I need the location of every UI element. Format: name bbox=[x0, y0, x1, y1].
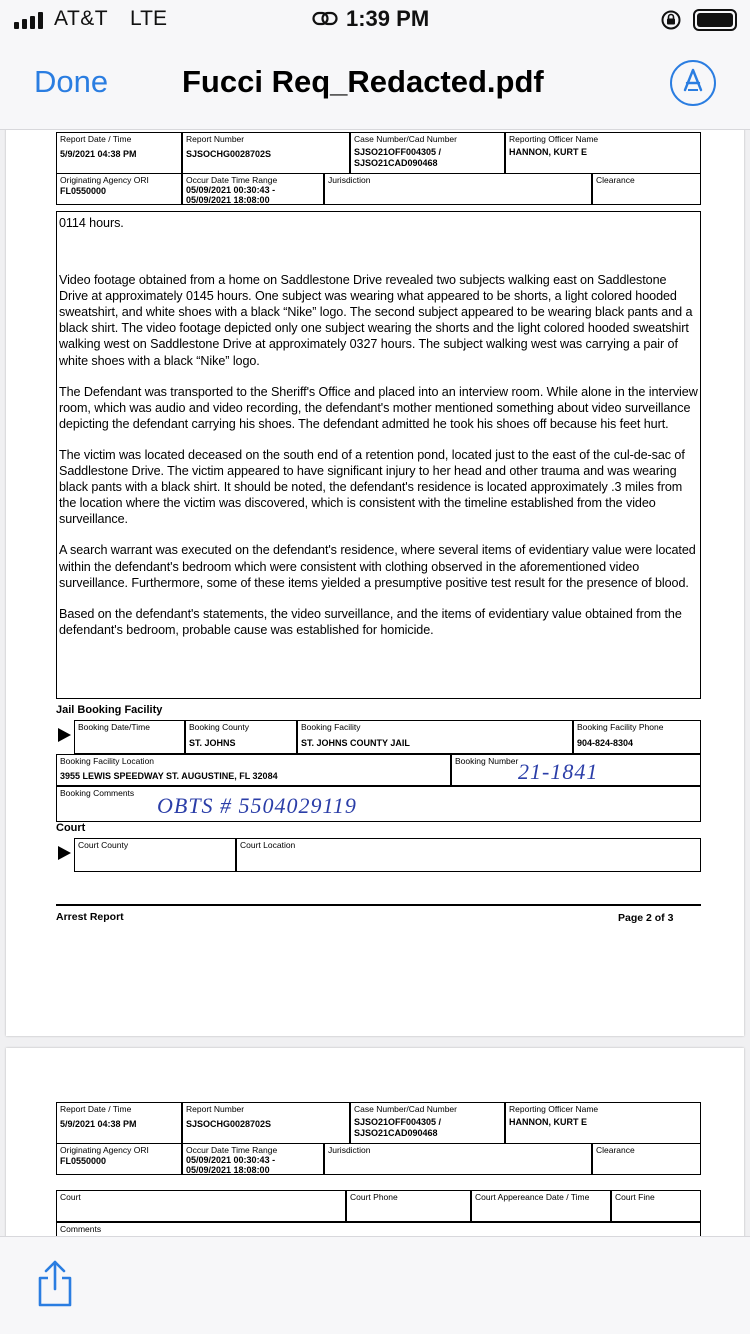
report-number-cell bbox=[182, 132, 350, 174]
report-number-cell bbox=[182, 1102, 350, 1144]
clearance-cell bbox=[592, 173, 701, 205]
narrative-paragraph: 0114 hours. bbox=[59, 216, 124, 230]
pdf-page-3 bbox=[6, 1048, 744, 1236]
done-button[interactable]: Done bbox=[34, 64, 109, 99]
status-bar bbox=[0, 0, 750, 40]
case-number-cell bbox=[350, 1102, 505, 1144]
court-appearance-cell bbox=[471, 1190, 611, 1222]
court-county-cell bbox=[74, 838, 236, 872]
court-section-title: Court bbox=[56, 822, 86, 834]
rotation-lock-icon bbox=[660, 9, 682, 31]
booking-facility-value: ST. JOHNS COUNTY JAIL bbox=[301, 738, 410, 748]
field-label: Court County bbox=[78, 840, 129, 850]
page-number: Page 2 of 3 bbox=[618, 912, 674, 924]
narrative-paragraph: A search warrant was executed on the defendant's residence, where several items of evidentiary value were located within the defendant's bedroom which were consistent with clothing observed in the aforementioned video surveillance. Furthermore, some of these items yielded a presumptive positive test result for the presence of blood. bbox=[59, 543, 696, 590]
booking-location-value: 3955 LEWIS SPEEDWAY ST. AUGUSTINE, FL 32084 bbox=[60, 771, 278, 781]
battery-icon bbox=[693, 9, 737, 31]
share-icon[interactable] bbox=[34, 1259, 76, 1309]
field-label: Jurisdiction bbox=[328, 175, 371, 185]
field-label: Originating Agency ORI bbox=[60, 1145, 149, 1155]
report-date-value: 5/9/2021 04:38 PM bbox=[60, 1119, 137, 1129]
field-label: Booking Date/Time bbox=[78, 722, 150, 732]
footer-left: Arrest Report bbox=[56, 911, 124, 923]
court-location-cell bbox=[236, 838, 701, 872]
narrative-paragraph: Based on the defendant's statements, the video surveillance, and the items of evidentiary value obtained from the defendant's bedroom, probable cause was established for homicide. bbox=[59, 606, 682, 637]
nav-bar bbox=[0, 40, 750, 130]
report-number-value: SJSOCHG0028702S bbox=[186, 1119, 272, 1129]
field-label: Booking Facility Location bbox=[60, 756, 155, 766]
pdf-page-2 bbox=[6, 130, 744, 1036]
court-fine-cell bbox=[611, 1190, 701, 1222]
report-date-cell bbox=[56, 1102, 182, 1144]
occur-start-value: 05/09/2021 00:30:43 - bbox=[186, 1155, 276, 1165]
report-number-value: SJSOCHG0028702S bbox=[186, 149, 272, 159]
case-number-cell bbox=[350, 132, 505, 174]
markup-pen-icon bbox=[681, 68, 705, 98]
court-phone-cell bbox=[346, 1190, 471, 1222]
clock: 1:39 PM bbox=[346, 6, 430, 31]
field-label: Comments bbox=[60, 1224, 102, 1234]
occur-start-value: 05/09/2021 00:30:43 - bbox=[186, 185, 276, 195]
occur-range-cell bbox=[182, 173, 324, 205]
link-icon bbox=[312, 9, 338, 29]
field-label: Court Phone bbox=[350, 1192, 398, 1202]
occur-range-cell bbox=[182, 1143, 324, 1175]
agency-cell bbox=[56, 173, 182, 205]
field-label: Report Date / Time bbox=[60, 134, 132, 144]
handwritten-obts-number: OBTS # 5504029119 bbox=[157, 793, 357, 818]
officer-cell bbox=[505, 132, 701, 174]
case-number-value: SJSO21OFF004305 / bbox=[354, 147, 442, 157]
field-label: Booking Number bbox=[455, 756, 519, 766]
booking-facility-cell bbox=[297, 720, 573, 754]
booking-comments-cell bbox=[56, 786, 701, 822]
booking-county-cell bbox=[185, 720, 297, 754]
narrative-paragraph: Video footage obtained from a home on Saddlestone Drive revealed two subjects walking east on Saddlestone Drive at approximately 0145 hours. One subject was wearing what appeared to be shorts, a light colored hooded sweatshirt, and white shoes with a black “Nike” logo. The second subject appeared to be wearing black pants and a black shirt. The video footage depicted only one subject wearing the shorts and the light colored hooded sweatshirt walking west on Saddlestone Drive at approximately 0327 hours. The subject walking west was carrying a pair of white shoes with a black “Nike” logo. bbox=[59, 273, 693, 368]
handwritten-booking-number: 21-1841 bbox=[518, 759, 599, 784]
field-label: Occur Date Time Range bbox=[186, 175, 278, 185]
jurisdiction-cell bbox=[324, 173, 592, 205]
document-title: Fucci Req_Redacted.pdf bbox=[182, 64, 544, 99]
field-label: Booking County bbox=[189, 722, 250, 732]
field-label: Clearance bbox=[596, 1145, 635, 1155]
comments-cell bbox=[56, 1222, 701, 1236]
booking-date-cell bbox=[74, 720, 185, 754]
agency-value: FL0550000 bbox=[60, 1156, 107, 1166]
agency-value: FL0550000 bbox=[60, 186, 107, 196]
booking-location-cell bbox=[56, 754, 451, 786]
officer-cell bbox=[505, 1102, 701, 1144]
jail-section-title: Jail Booking Facility bbox=[56, 704, 163, 716]
field-label: Reporting Officer Name bbox=[509, 134, 599, 144]
field-label: Court Fine bbox=[615, 1192, 655, 1202]
field-label: Court Appereance Date / Time bbox=[475, 1192, 590, 1202]
expand-arrow-icon bbox=[58, 846, 71, 860]
booking-number-cell bbox=[451, 754, 701, 786]
field-label: Report Number bbox=[186, 134, 245, 144]
field-label: Booking Facility Phone bbox=[577, 722, 664, 732]
case-number-value: SJSO21OFF004305 / bbox=[354, 1117, 442, 1127]
officer-value: HANNON, KURT E bbox=[509, 1117, 587, 1127]
field-label: Booking Facility bbox=[301, 722, 361, 732]
booking-county-value: ST. JOHNS bbox=[189, 738, 236, 748]
expand-arrow-icon bbox=[58, 728, 71, 742]
field-label: Clearance bbox=[596, 175, 635, 185]
field-label: Reporting Officer Name bbox=[509, 1104, 599, 1114]
jurisdiction-cell bbox=[324, 1143, 592, 1175]
narrative-paragraph: The Defendant was transported to the Sheriff's Office and placed into an interview room. While alone in the interview room, which was audio and video recording, the defendant's mother mentioned something about video surveillance depicting the defendant carrying his shoes. The defendant admitted he took his shoes off because his feet hurt. bbox=[59, 384, 698, 431]
field-label: Court Location bbox=[240, 840, 296, 850]
narrative-box bbox=[56, 211, 701, 699]
booking-phone-cell bbox=[573, 720, 701, 754]
field-label: Report Number bbox=[186, 1104, 245, 1114]
field-label: Booking Comments bbox=[60, 788, 135, 798]
occur-end-value: 05/09/2021 18:08:00 bbox=[186, 195, 270, 205]
booking-phone-value: 904-824-8304 bbox=[577, 738, 634, 748]
markup-button[interactable] bbox=[670, 60, 716, 106]
signal-icon bbox=[14, 12, 43, 29]
court-cell bbox=[56, 1190, 346, 1222]
occur-end-value: 05/09/2021 18:08:00 bbox=[186, 1165, 270, 1175]
bottom-toolbar bbox=[0, 1236, 750, 1334]
report-date-cell bbox=[56, 132, 182, 174]
network-type: LTE bbox=[130, 7, 167, 30]
officer-value: HANNON, KURT E bbox=[509, 147, 587, 157]
pdf-viewer[interactable] bbox=[0, 130, 750, 1236]
field-label: Case Number/Cad Number bbox=[354, 1104, 457, 1114]
agency-cell bbox=[56, 1143, 182, 1175]
narrative-paragraph: The victim was located deceased on the south end of a retention pond, located just to the east of the cul-de-sac of Saddlestone Drive. The victim appeared to have significant injury to her head and other trauma and was wearing black pants with a black shirt. It should be noted, the defendant's residence is located approximately .3 miles from the location where the victim was discovered, which is consistent with the timeline established from the video surveillance. bbox=[59, 447, 685, 527]
footer-rule bbox=[56, 904, 701, 906]
clearance-cell bbox=[592, 1143, 701, 1175]
report-date-value: 5/9/2021 04:38 PM bbox=[60, 149, 137, 159]
field-label: Case Number/Cad Number bbox=[354, 134, 457, 144]
cad-number-value: SJSO21CAD090468 bbox=[354, 158, 438, 168]
carrier-name: AT&T bbox=[54, 7, 109, 30]
field-label: Originating Agency ORI bbox=[60, 175, 149, 185]
field-label: Jurisdiction bbox=[328, 1145, 371, 1155]
field-label: Occur Date Time Range bbox=[186, 1145, 278, 1155]
field-label: Court bbox=[60, 1192, 81, 1202]
field-label: Report Date / Time bbox=[60, 1104, 132, 1114]
cad-number-value: SJSO21CAD090468 bbox=[354, 1128, 438, 1138]
